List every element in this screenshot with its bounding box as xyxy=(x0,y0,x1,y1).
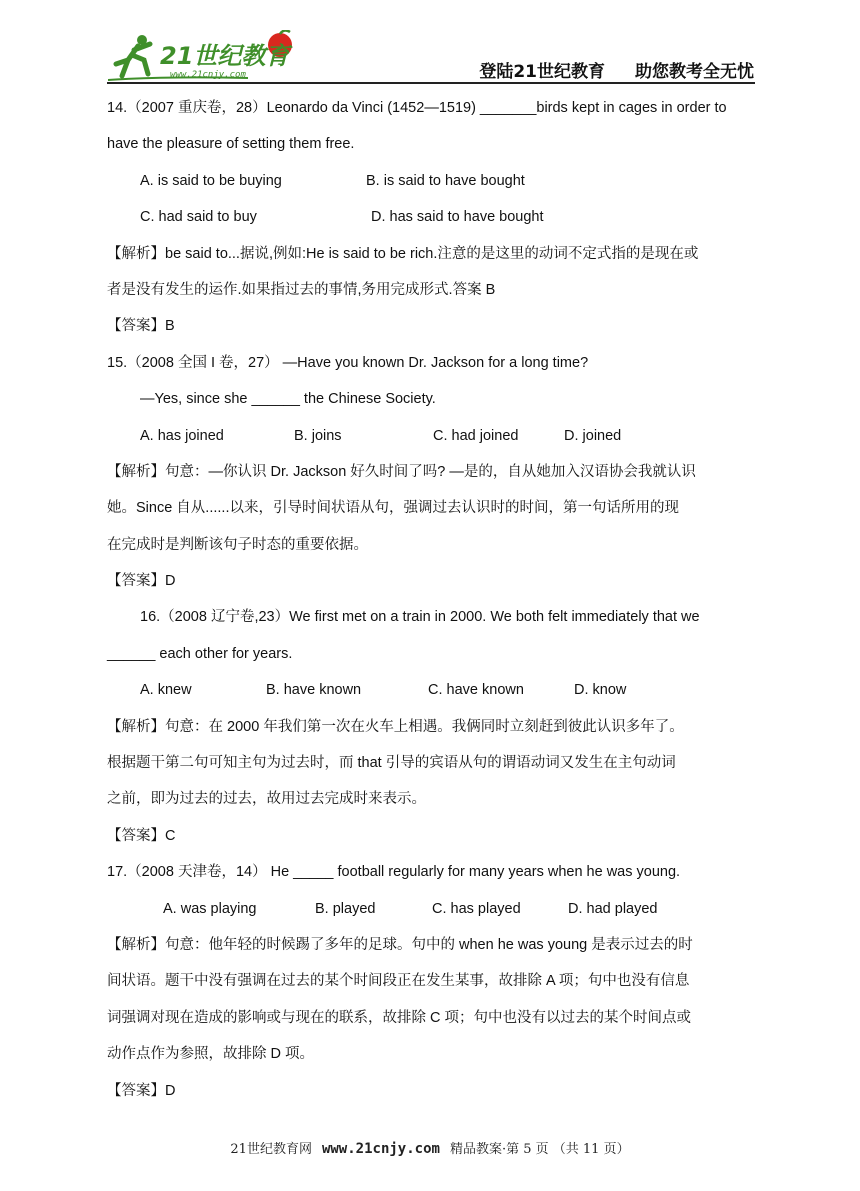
option-b: B. joins xyxy=(294,427,342,444)
answer: 【答案】C xyxy=(107,827,176,844)
analysis-line: 之前，即为过去的过去，故用过去完成时来表示。 xyxy=(107,791,426,808)
document-body xyxy=(107,90,755,1109)
question-stem: 15.（2008 全国 I 卷，27） —Have you known Dr. Jackson for a long time? xyxy=(107,354,589,371)
question-stem: 17.（2008 天津卷，14） He _____ football regularly for many years when he was young. xyxy=(107,864,681,881)
page-footer xyxy=(0,1138,860,1157)
analysis-line: 她。Since 自从......以来，引导时间状语从句，强调过去认识时的时间，第一句话所用的现 xyxy=(107,500,679,517)
option-c: C. have known xyxy=(428,682,524,699)
options-row xyxy=(107,418,755,454)
option-c: C. had said to buy xyxy=(140,209,257,226)
option-b: B. have known xyxy=(266,682,362,699)
options-row xyxy=(107,672,755,708)
analysis-line: 词强调对现在造成的影响或与现在的联系，故排除 C 项；句中也没有以过去的某个时间点或 xyxy=(107,1009,692,1026)
analysis-line: 【解析】be said to...据说,例如:He is said to be rich.注意的是这里的动词不定式指的是现在或 xyxy=(107,245,699,262)
answer: 【答案】D xyxy=(107,573,176,590)
header-divider xyxy=(107,82,755,84)
slogan-left: 登陆21世纪教育 xyxy=(479,62,605,82)
footer-url[interactable]: www.21cnjy.com xyxy=(321,1141,440,1157)
question-16 xyxy=(107,599,755,854)
analysis-line: 动作点作为参照，故排除 D 项。 xyxy=(107,1046,315,1063)
option-d: D. joined xyxy=(564,427,622,444)
option-d: D. know xyxy=(574,682,627,699)
running-figure-icon xyxy=(116,35,150,76)
answer: 【答案】B xyxy=(107,318,175,335)
analysis-line: 【解析】句意：—你认识 Dr. Jackson 好久时间了吗? —是的，自从她加入汉语协会我就认识 xyxy=(107,463,696,480)
option-a: A. is said to be buying xyxy=(140,172,282,189)
question-stem: 16.（2008 辽宁卷,23）We first met on a train in 2000. We both felt immediately that we xyxy=(140,609,700,626)
question-stem: have the pleasure of setting them free. xyxy=(107,136,355,153)
option-b: B. is said to have bought xyxy=(366,172,525,189)
question-14 xyxy=(107,90,755,345)
analysis-line: 【解析】句意：他年轻的时候踢了多年的足球。句中的 when he was young 是表示过去的时 xyxy=(107,936,693,953)
analysis-line: 在完成时是判断该句子时态的重要依据。 xyxy=(107,536,368,553)
analysis-line: 【解析】句意：在 2000 年我们第一次在火车上相遇。我俩同时立刻赶到彼此认识多年了。 xyxy=(107,718,684,735)
footer-site: 21世纪教育网 xyxy=(230,1142,312,1157)
analysis-line: 根据题干第二句可知主句为过去时，而 that 引导的宾语从句的谓语动词又发生在主句动词 xyxy=(107,755,676,772)
analysis-line: 间状语。题干中没有强调在过去的某个时间段正在发生某事，故排除 A 项；句中也没有信息 xyxy=(107,973,690,990)
question-15 xyxy=(107,345,755,600)
option-a: A. has joined xyxy=(140,427,224,444)
logo-wordmark: 21世纪教育 xyxy=(160,42,290,70)
slogan-right: 助您教考全无忧 xyxy=(635,62,754,82)
option-c: C. had joined xyxy=(433,427,519,444)
option-a: A. was playing xyxy=(163,900,257,917)
analysis-line: 者是没有发生的运作.如果指过去的事情,务用完成形式.答案 B xyxy=(107,281,496,298)
page-header xyxy=(0,0,860,90)
logo xyxy=(108,30,308,82)
footer-page-info: 精品教案·第 5 页 （共 11 页） xyxy=(449,1142,630,1157)
header-slogan xyxy=(479,57,754,82)
question-stem: —Yes, since she ______ the Chinese Society. xyxy=(140,391,436,408)
option-d: D. had played xyxy=(568,900,658,917)
option-d: D. has said to have bought xyxy=(371,209,544,226)
option-a: A. knew xyxy=(140,682,192,699)
options-row xyxy=(107,891,755,927)
answer: 【答案】D xyxy=(107,1082,176,1099)
options-row xyxy=(107,199,755,235)
question-stem: 14.（2007 重庆卷，28）Leonardo da Vinci (1452—1519) _______birds kept in cages in order to xyxy=(107,100,727,116)
option-c: C. has played xyxy=(432,900,521,917)
logo-url: www.21cnjy.com xyxy=(170,70,246,80)
options-row xyxy=(107,163,755,199)
question-17 xyxy=(107,854,755,1109)
option-b: B. played xyxy=(315,900,376,917)
question-stem: ______ each other for years. xyxy=(107,645,293,662)
